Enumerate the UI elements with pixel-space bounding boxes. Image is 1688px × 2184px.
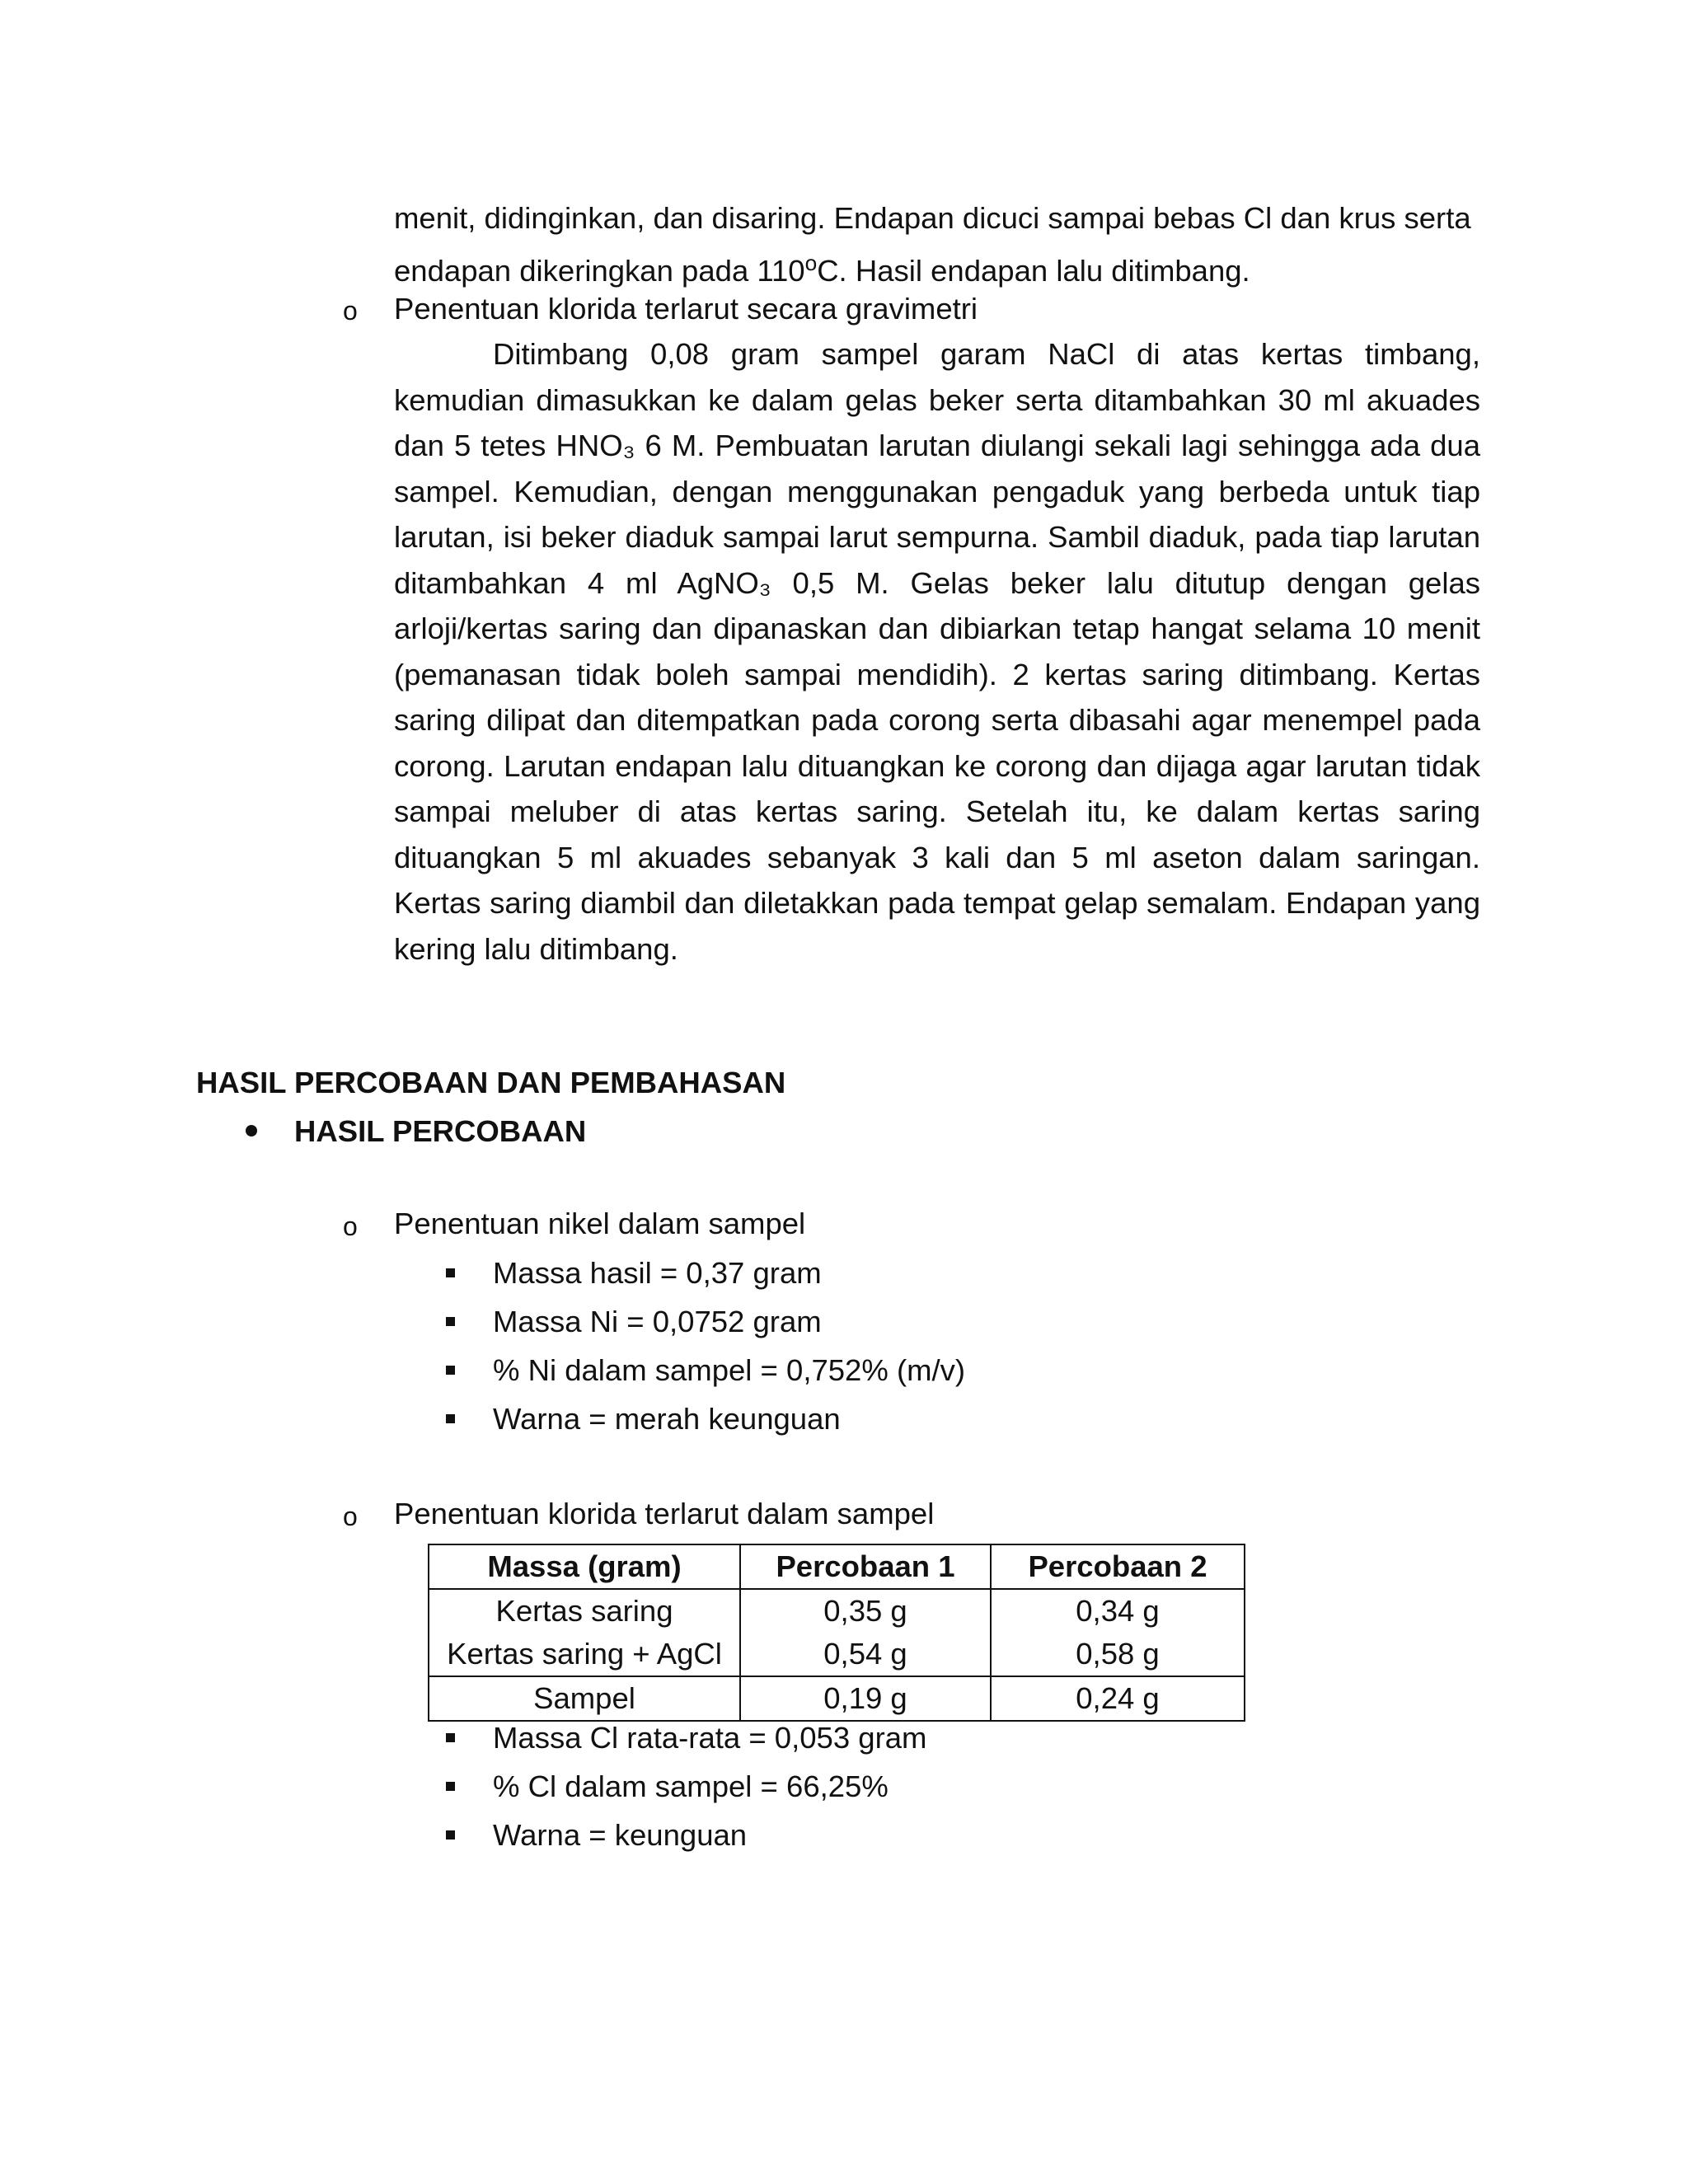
table-cell: 0,24 g [991, 1676, 1245, 1721]
table-header-cell: Percobaan 1 [740, 1544, 991, 1589]
chloride-item: Massa Cl rata-rata = 0,053 gram [493, 1721, 927, 1755]
chloride-determination-label: Penentuan klorida terlarut dalam sampel [394, 1497, 935, 1530]
nickel-determination-label: Penentuan nikel dalam sampel [394, 1207, 806, 1240]
chloride-item: % Cl dalam sampel = 66,25% [493, 1769, 889, 1803]
nickel-item: Warna = merah keunguan [493, 1402, 841, 1436]
circle-bullet-icon: o [343, 296, 358, 326]
square-bullet-icon [446, 1830, 455, 1840]
table-row [429, 1633, 1245, 1676]
continuation-line-1: menit, didinginkan, dan disaring. Endapan dicuci sampai bebas Cl dan krus serta [394, 201, 1471, 235]
method-item-chloride-paragraph: Ditimbang 0,08 gram sampel garam NaCl di atas kertas timbang, kemudian dimasukkan ke dalam gelas beker serta ditambahkan 30 ml akuades dan 5 tetes HNO₃ 6 M. Pembuatan larutan diulangi sekali lagi sehingga ada dua sampel. Kemudian, dengan menggunakan pengaduk yang berbeda untuk tiap larutan, isi beker diaduk sampai larut sempurna. Sambil diaduk, pada tiap larutan ditambahkan 4 ml AgNO₃ 0,5 M. Gelas beker lalu ditutup dengan gelas arloji/kertas saring dan dipanaskan dan dibiarkan tetap hangat selama 10 menit (pemanasan tidak boleh sampai mendidih). 2 kertas saring ditimbang. Kertas saring dilipat dan ditempatkan pada corong serta dibasahi agar menempel pada corong. Larutan endapan lalu dituangkan ke corong dan dijaga agar larutan tidak sampai meluber di atas kertas saring. Setelah itu, ke dalam kertas saring dituangkan 5 ml akuades sebanyak 3 kali dan 5 ml aseton dalam saringan. Kertas saring diambil dan diletakkan pada tempat gelap semalam. Endapan yang kering lalu ditimbang. [394, 337, 1480, 966]
table-header-row [429, 1544, 1245, 1589]
table-cell: 0,19 g [740, 1676, 991, 1721]
square-bullet-icon [446, 1733, 455, 1742]
square-bullet-icon [446, 1782, 455, 1791]
section-heading-results-discussion: HASIL PERCOBAAN DAN PEMBAHASAN [196, 1066, 786, 1099]
chloride-mass-table [428, 1544, 1245, 1722]
chloride-item: Warna = keunguan [493, 1818, 748, 1852]
subsection-heading-results: HASIL PERCOBAAN [294, 1114, 587, 1148]
square-bullet-icon [446, 1414, 455, 1423]
square-bullet-icon [446, 1317, 455, 1326]
table-row [429, 1676, 1245, 1721]
nickel-item: Massa hasil = 0,37 gram [493, 1256, 822, 1290]
table-cell: Kertas saring [429, 1589, 740, 1633]
table-cell: Kertas saring + AgCl [429, 1633, 740, 1676]
table-cell: 0,58 g [991, 1633, 1245, 1676]
table-cell: 0,54 g [740, 1633, 991, 1676]
square-bullet-icon [446, 1268, 455, 1277]
table-header-cell: Massa (gram) [429, 1544, 740, 1589]
method-item-chloride-label: Penentuan klorida terlarut secara gravimetri [394, 292, 978, 326]
circle-bullet-icon: o [343, 1212, 358, 1241]
table-row [429, 1589, 1245, 1633]
nickel-item: % Ni dalam sampel = 0,752% (m/v) [493, 1353, 966, 1387]
circle-bullet-icon: o [343, 1502, 358, 1531]
table-cell: Sampel [429, 1676, 740, 1721]
continuation-line-2: endapan dikeringkan pada 110$^o$C. Hasil endapan lalu ditimbang. [394, 251, 1250, 288]
nickel-item: Massa Ni = 0,0752 gram [493, 1305, 822, 1338]
square-bullet-icon [446, 1366, 455, 1375]
table-header-cell: Percobaan 2 [991, 1544, 1245, 1589]
table-cell: 0,35 g [740, 1589, 991, 1633]
disc-bullet-icon [246, 1125, 257, 1137]
table-cell: 0,34 g [991, 1589, 1245, 1633]
